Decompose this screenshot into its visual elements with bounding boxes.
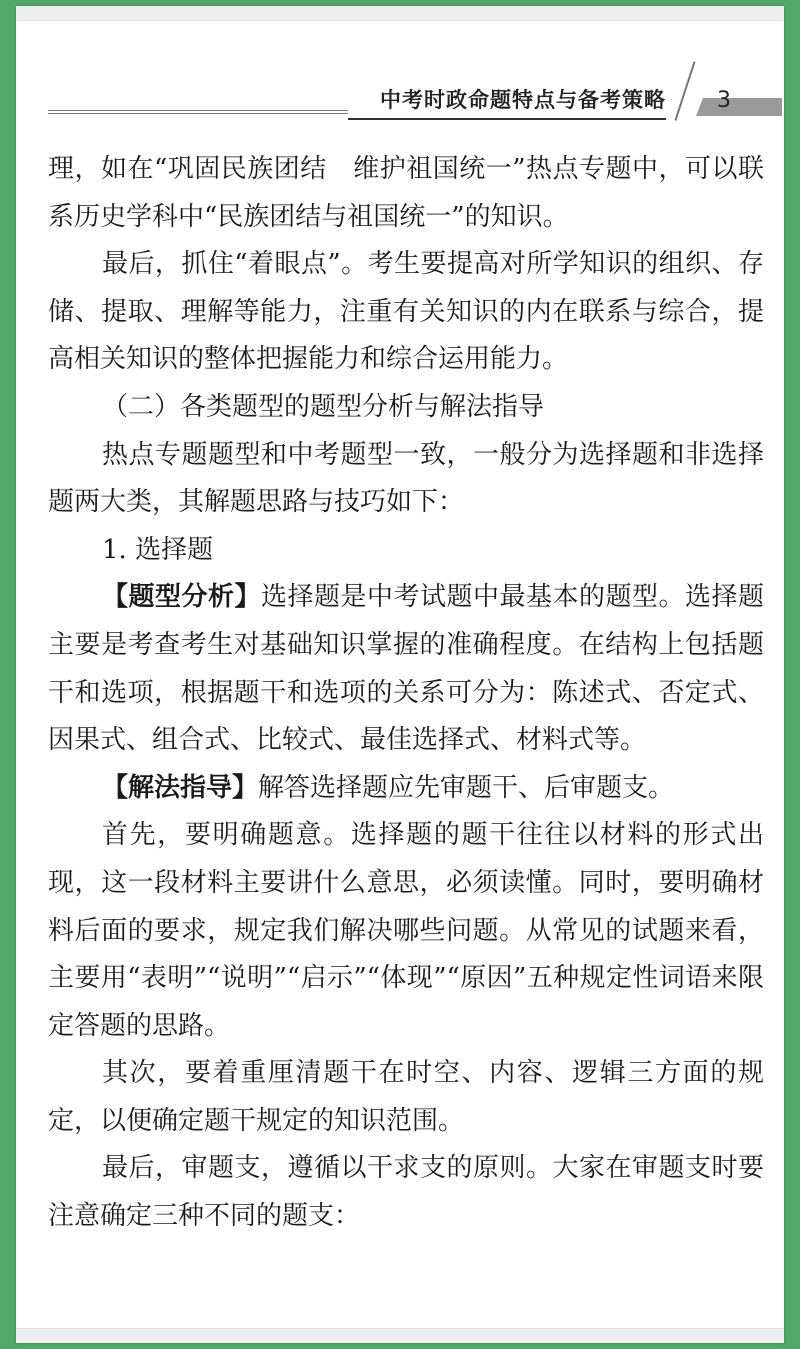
header-title: 中考时政命题特点与备考策略	[348, 84, 666, 120]
page-bottom-edge	[16, 1328, 784, 1343]
subsection-heading: 1. 选择题	[102, 534, 214, 565]
paragraph-text: 解答选择题应先审题干、后审题支。	[258, 772, 675, 803]
paragraph	[48, 574, 764, 764]
paragraph: 其次，要着重厘清题干在时空、内容、逻辑三方面的规定，以便确定题干规定的知识范围。	[48, 1058, 764, 1136]
header-rule	[48, 110, 348, 111]
solution-guide-label: 【解法指导】	[102, 772, 259, 803]
paragraph: 热点专题题型和中考题型一致，一般分为选择题和非选择题两大类，其解题思路与技巧如下：	[48, 439, 764, 518]
question-analysis-label: 【题型分析】	[102, 582, 261, 613]
running-header	[48, 66, 764, 126]
header-divider	[674, 61, 695, 121]
page-top-edge	[16, 6, 784, 21]
book-page	[16, 6, 784, 1343]
body-text	[48, 146, 764, 1241]
paragraph	[48, 765, 764, 813]
section-heading: （二）各类题型的题型分析与解法指导	[102, 391, 545, 422]
paragraph-text: 选择题是中考试题中最基本的题型。选择题主要是考查考生对基础知识掌握的准确程度。在结构上包括题干和选项，根据题干和选项的关系可分为：陈述式、否定式、因果式、组合式、比较式、最佳选择式、材料式等。	[48, 582, 764, 756]
header-rule	[48, 113, 348, 114]
paragraph: 理，如在“巩固民族团结 维护祖国统一”热点专题中，可以联系历史学科中“民族团结与祖国统一”的知识。	[48, 154, 764, 232]
paragraph: 最后，抓住“着眼点”。考生要提高对所学知识的组织、存储、提取、理解等能力，注重有关知识的内在联系与综合，提高相关知识的整体把握能力和综合运用能力。	[48, 249, 764, 375]
paragraph: 首先，要明确题意。选择题的题干往往以材料的形式出现，这一段材料主要讲什么意思，必须读懂。同时，要明确材料后面的要求，规定我们解决哪些问题。从常见的试题来看，主要用“表明”“说明”“启示”“体现”“原因”五种规定性词语来限定答题的思路。	[48, 820, 764, 1041]
page-number: 3	[717, 88, 731, 113]
paragraph: 最后，审题支，遵循以干求支的原则。大家在审题支时要注意确定三种不同的题支：	[48, 1153, 764, 1232]
